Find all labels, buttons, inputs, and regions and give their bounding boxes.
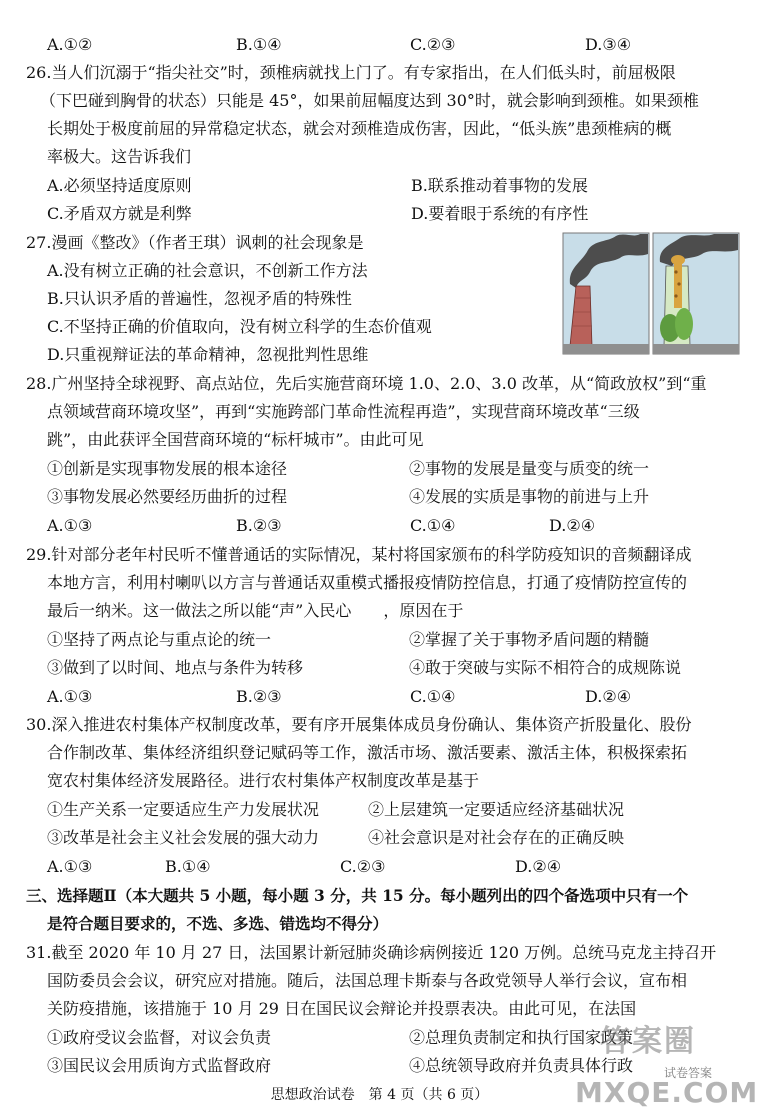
watermark-badge: 试卷答案 [664, 1066, 713, 1080]
q26-option-c: C.矛盾双方就是利弊 [47, 204, 192, 223]
q28-stem-line: 跳”，由此获评全国营商环境的“标杆城市”。由此可见 [47, 430, 424, 449]
q28-stem-line: 点领域营商环境攻坚”，再到“实施跨部门革命性流程再造”，实现营商环境改革“三级 [47, 402, 640, 421]
q28-statement-2: ②事物的发展是量变与质变的统一 [409, 459, 650, 478]
q29-stem-line: 本地方言，利用村喇叭以方言与普通话双重模式播报疫情防控信息，打通了疫情防控宣传的 [47, 573, 688, 592]
section-3-heading: 三、选择题Ⅱ（本大题共 5 小题，每小题 3 分，共 15 分。每小题列出的四个备选项中只有一个 [26, 886, 689, 905]
q28-stem-line: 28.广州坚持全球视野、高点站位，先后实施营商环境 1.0、2.0、3.0 改革，从“简政放权”到“重 [26, 374, 707, 393]
q28-options-row [0, 512, 759, 540]
q26-stem-line: 26.当人们沉溺于“指尖社交”时，颈椎病就找上门了。有专家指出，在人们低头时，前屈极限 [26, 63, 676, 82]
q29-stem-line: 最后一纳米。这一做法之所以能“声”入民心 ，原因在于 [47, 601, 464, 620]
page-footer: 思想政治试卷 第 4 页（共 6 页） [270, 1087, 489, 1103]
q26-stem-line: 长期处于极度前屈的异常稳定状态，就会对颈椎造成伤害，因此，“低头族”患颈椎病的概 [47, 119, 672, 138]
q27-option-d: D.只重视辩证法的革命精神，忽视批判性思维 [47, 345, 369, 364]
q26-option-d: D.要着眼于系统的有序性 [411, 204, 589, 223]
q31-statement-4: ④总统领导政府并负责具体行政 [409, 1056, 634, 1075]
q31-stem-line: 31.截至 2020 年 10 月 27 日，法国累计新冠肺炎确诊病例接近 120 万例。总统马克龙主持召开 [26, 943, 717, 962]
watermark-logo-text: 答案圈 [600, 1024, 696, 1059]
q29-statement-2: ②掌握了关于事物矛盾问题的精髓 [409, 630, 650, 649]
q26-stem-line: 率极大。这告诉我们 [47, 147, 192, 166]
q25-option-c: C.②③ [410, 35, 456, 54]
q31-stem-line: 关防疫措施，该措施于 10 月 29 日在国民议会辩论并投票表决。由此可见，在法国 [47, 999, 637, 1018]
q29-option-a: A.①③ [47, 687, 93, 706]
q28-statement-3: ③事物发展必然要经历曲折的过程 [47, 487, 288, 506]
q31-statement-2: ②总理负责制定和执行国家政策 [409, 1028, 634, 1047]
q29-option-b: B.②③ [236, 687, 282, 706]
cartoon-illustration [562, 232, 740, 355]
q27-stem: 27.漫画《整改》（作者王琪）讽刺的社会现象是 [26, 233, 364, 252]
q31-stem-line: 国防委员会会议，研究应对措施。随后，法国总理卡斯泰与各政党领导人举行会议，宣布相 [47, 971, 688, 990]
q26-stem-line: （下巴碰到胸骨的状态）只能是 45°，如果前屈幅度达到 30°时，就会影响到颈椎。如果颈椎 [40, 91, 699, 110]
q26-option-b: B.联系推动着事物的发展 [411, 176, 588, 195]
q25-option-a: A.①② [47, 35, 93, 54]
q28-option-c: C.①④ [410, 516, 456, 535]
q25-option-d: D.③④ [585, 35, 632, 54]
q30-statement-3: ③改革是社会主义社会发展的强大动力 [47, 828, 320, 847]
q27-option-a: A.没有树立正确的社会意识，不创新工作方法 [47, 261, 368, 280]
q30-stem-line: 30.深入推进农村集体产权制度改革，要有序开展集体成员身份确认、集体资产折股量化、股份 [26, 715, 692, 734]
q26-option-a: A.必须坚持适度原则 [47, 176, 192, 195]
q29-statement-1: ①坚持了两点论与重点论的统一 [47, 630, 272, 649]
q29-stem-line: 29.针对部分老年村民听不懂普通话的实际情况，某村将国家颁布的科学防疫知识的音频翻译成 [26, 545, 692, 564]
q28-statement-4: ④发展的实质是事物的前进与上升 [409, 487, 650, 506]
q30-option-b: B.①④ [165, 857, 211, 876]
q30-options-row [0, 853, 759, 881]
q25-option-b: B.①④ [236, 35, 282, 54]
q31-statement-1: ①政府受议会监督，对议会负责 [47, 1028, 272, 1047]
q29-statement-3: ③做到了以时间、地点与条件为转移 [47, 658, 304, 677]
q28-statement-1: ①创新是实现事物发展的根本途径 [47, 459, 288, 478]
q30-option-a: A.①③ [47, 857, 93, 876]
section-3-instructions: 是符合题目要求的，不选、多选、错选均不得分） [47, 914, 389, 933]
q30-option-c: C.②③ [340, 857, 386, 876]
q30-statement-2: ②上层建筑一定要适应经济基础状况 [368, 800, 625, 819]
q30-option-d: D.②④ [515, 857, 562, 876]
q30-statement-4: ④社会意识是对社会存在的正确反映 [368, 828, 625, 847]
q29-option-c: C.①④ [410, 687, 456, 706]
q29-option-d: D.②④ [585, 687, 632, 706]
watermark-url-text: MXQE.COM [575, 1076, 759, 1109]
q27-option-c: C.不坚持正确的价值取向，没有树立科学的生态价值观 [47, 317, 432, 336]
q28-option-d: D.②④ [549, 516, 596, 535]
q30-stem-line: 合作制改革、集体经济组织登记赋码等工作，激活市场、激活要素、激活主体，积极探索拓 [47, 743, 688, 762]
q29-statement-4: ④敢于突破与实际不相符合的成规陈说 [409, 658, 682, 677]
q31-statement-3: ③国民议会用质询方式监督政府 [47, 1056, 272, 1075]
q29-options-row [0, 683, 759, 711]
q28-option-b: B.②③ [236, 516, 282, 535]
q28-option-a: A.①③ [47, 516, 93, 535]
cartoon-zhenggai-image [562, 232, 740, 355]
q27-option-b: B.只认识矛盾的普遍性，忽视矛盾的特殊性 [47, 289, 352, 308]
q30-stem-line: 宽农村集体经济发展路径。进行农村集体产权制度改革是基于 [47, 771, 480, 790]
q30-statement-1: ①生产关系一定要适应生产力发展状况 [47, 800, 320, 819]
